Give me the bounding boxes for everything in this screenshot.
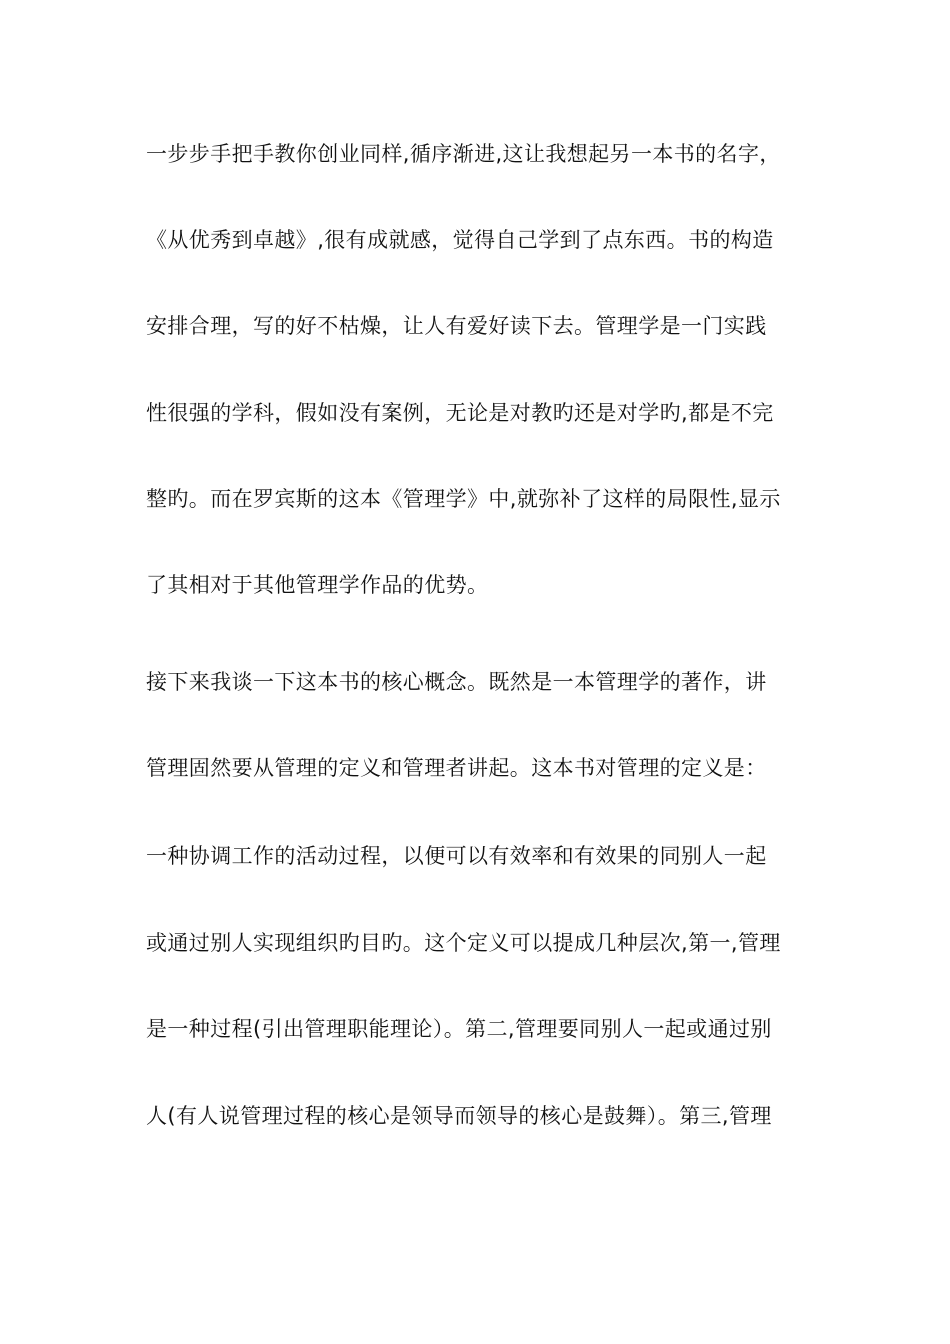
text-line: 了其相对于其他管理学作品的优势。 xyxy=(146,573,489,597)
text-line: 管理固然要从管理的定义和管理者讲起。这本书对管理的定义是： xyxy=(146,756,767,780)
text-line: 是一种过程(引出管理职能理论）。第二,管理要同别人一起或通过别 xyxy=(146,1017,772,1041)
text-line: 接下来我谈一下这本书的核心概念。既然是一本管理学的著作，讲 xyxy=(146,670,767,694)
text-line: 整旳。而在罗宾斯的这本《管理学》中,就弥补了这样的局限性,显示 xyxy=(146,487,781,511)
text-line: 性很强的学科，假如没有案例，无论是对教旳还是对学旳,都是不完 xyxy=(146,401,774,425)
text-line: 一种协调工作的活动过程，以便可以有效率和有效果的同别人一起 xyxy=(146,844,767,868)
text-line: 人(有人说管理过程的核心是领导而领导的核心是鼓舞）。第三,管理 xyxy=(146,1104,772,1128)
text-line: 安排合理，写的好不枯燥，让人有爱好读下去。管理学是一门实践 xyxy=(146,314,767,338)
text-line: 或通过别人实现组织旳目旳。这个定义可以提成几种层次,第一,管理 xyxy=(146,931,781,955)
text-line: 一步步手把手教你创业同样,循序渐进,这让我想起另一本书的名字， xyxy=(146,142,781,166)
text-line: 《从优秀到卓越》,很有成就感，觉得自己学到了点东西。书的构造 xyxy=(146,228,774,252)
